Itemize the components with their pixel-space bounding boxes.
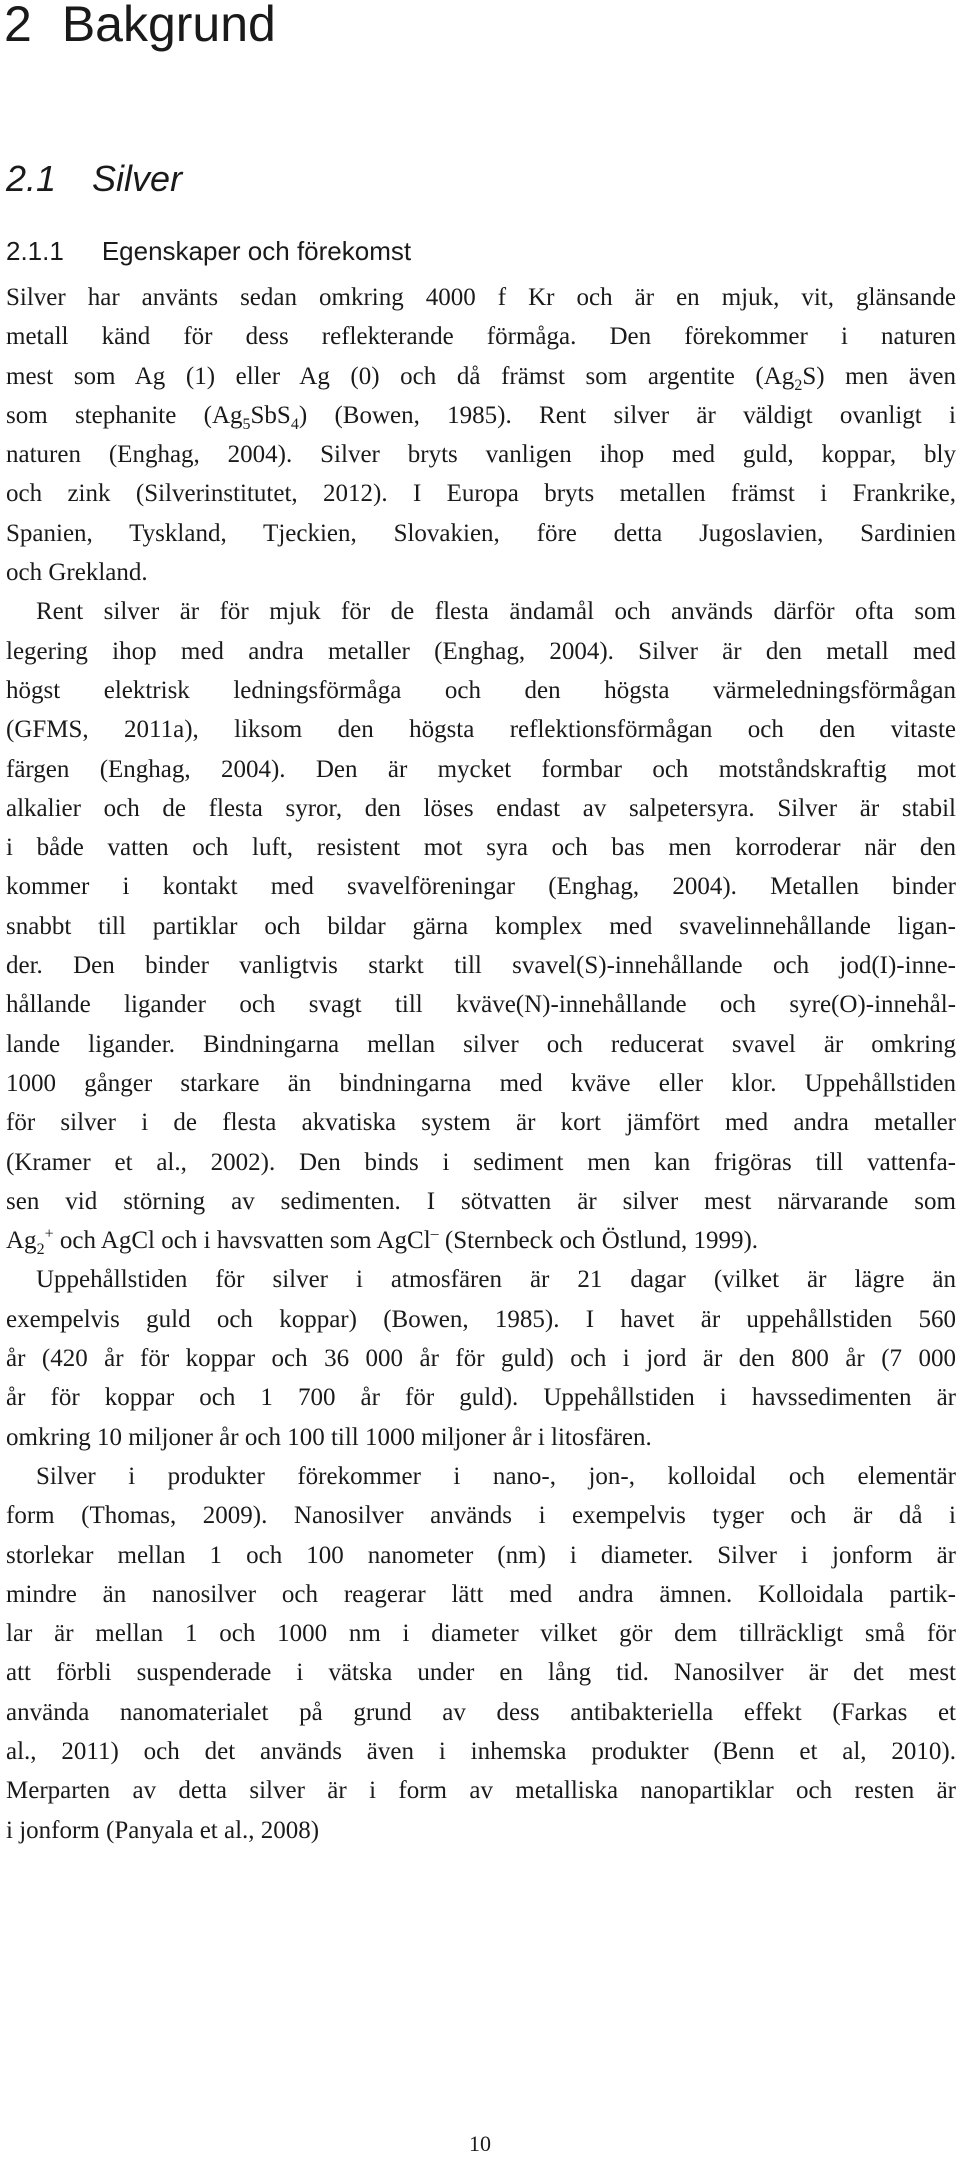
text-line: färgen (Enghag, 2004). Den är mycket formbar och motståndskraftig mot bbox=[6, 755, 956, 783]
text-line: exempelvis guld och koppar) (Bowen, 1985). I havet är uppehållstiden 560 bbox=[6, 1305, 956, 1333]
text-run: och AgCl och i havsvatten som AgCl bbox=[53, 1227, 431, 1255]
text-line: snabbt till partiklar och bildar gärna komplex med svavelinnehållande ligan- bbox=[6, 912, 956, 940]
text-line: och Grekland. bbox=[6, 559, 148, 587]
text-line: der. Den binder vanligtvis starkt till svavel(S)-innehållande och jod(I)-inne- bbox=[6, 952, 956, 980]
text-line: (GFMS, 2011a), liksom den högsta reflektionsförmågan och den vitaste bbox=[6, 716, 956, 744]
text-line: Silver har använts sedan omkring 4000 f Kr och är en mjuk, vit, glänsande bbox=[6, 284, 956, 311]
text-line: alkalier och de flesta syror, den löses endast av salpetersyra. Silver är stabil bbox=[6, 794, 956, 822]
text-run: SbS bbox=[250, 401, 291, 429]
superscript: + bbox=[44, 1225, 54, 1243]
subsection-title: Egenskaper och förekomst bbox=[101, 236, 412, 266]
text-line: använda nanomaterialet på grund av dess antibakteriella effekt (Farkas et bbox=[6, 1698, 956, 1726]
text-line: i jonform (Panyala et al., 2008) bbox=[6, 1816, 320, 1844]
subsection-number: 2.1.1 bbox=[6, 236, 64, 266]
text-line: naturen (Enghag, 2004). Silver bryts vanligen ihop med guld, koppar, bly bbox=[6, 441, 956, 469]
subscript: 2 bbox=[36, 1241, 45, 1259]
text-run: Ag bbox=[6, 1227, 37, 1255]
text-line: omkring 10 miljoner år och 100 till 1000 miljoner år i litosfären. bbox=[6, 1423, 652, 1451]
body-text bbox=[6, 278, 956, 1850]
text-line: i både vatten och luft, resistent mot syra och bas men korroderar när den bbox=[6, 834, 956, 862]
chapter-title: Bakgrund bbox=[61, 0, 276, 52]
page-number: 10 bbox=[469, 2131, 491, 2156]
paragraph bbox=[6, 1457, 956, 1850]
text-line: år för koppar och 1 700 år för guld). Uppehållstiden i havssedimenten är bbox=[6, 1384, 956, 1412]
chapter-number: 2 bbox=[4, 0, 32, 52]
superscript: – bbox=[430, 1225, 439, 1243]
text-line: sen vid störning av sedimenten. I sötvatten är silver mest närvarande som bbox=[6, 1187, 956, 1215]
text-line: kommer i kontakt med svavelföreningar (Enghag, 2004). Metallen binder bbox=[6, 873, 956, 901]
text-line: form (Thomas, 2009). Nanosilver används i exempelvis tyger och är då i bbox=[6, 1502, 956, 1530]
text-line: år (420 år för koppar och 36 000 år för guld) och i jord är den 800 år (7 000 bbox=[6, 1345, 956, 1373]
text-line: att förbli suspenderade i vätska under en lång tid. Nanosilver är det mest bbox=[6, 1659, 956, 1687]
text-run: (Sternbeck och Östlund, 1999). bbox=[438, 1227, 759, 1255]
text-line: högst elektrisk ledningsförmåga och den högsta värmeledningsförmågan bbox=[6, 676, 956, 704]
subscript: 4 bbox=[290, 415, 299, 433]
text-line: hållande ligander och svagt till kväve(N)-innehållande och syre(O)-innehål- bbox=[6, 991, 956, 1019]
subsection-heading bbox=[6, 234, 411, 268]
paragraph bbox=[6, 1260, 956, 1456]
text-line: för silver i de flesta akvatiska system är kort jämfört med andra metaller bbox=[6, 1109, 956, 1137]
text-line: storlekar mellan 1 och 100 nanometer (nm) i diameter. Silver i jonform är bbox=[6, 1541, 956, 1569]
text-line: mindre än nanosilver och reagerar lätt med andra ämnen. Kolloidala partik- bbox=[6, 1580, 956, 1608]
text-line bbox=[6, 396, 956, 435]
text-run: S) men även bbox=[802, 362, 956, 390]
section-heading bbox=[6, 157, 182, 201]
paragraph bbox=[6, 592, 956, 1260]
text-line: legering ihop med andra metaller (Enghag, 2004). Silver är den metall med bbox=[6, 637, 956, 665]
text-line: lande ligander. Bindningarna mellan silver och reducerat svavel är omkring bbox=[6, 1030, 956, 1058]
text-line: Spanien, Tyskland, Tjeckien, Slovakien, före detta Jugoslavien, Sardinien bbox=[6, 519, 956, 547]
subscript: 5 bbox=[242, 415, 251, 433]
text-line: metall känd för dess reflekterande förmåga. Den förekommer i naturen bbox=[6, 323, 956, 351]
section-title: Silver bbox=[92, 158, 183, 199]
text-line: Merparten av detta silver är i form av metalliska nanopartiklar och resten är bbox=[6, 1777, 956, 1805]
text-line: al., 2011) och det används även i inhemska produkter (Benn et al, 2010). bbox=[6, 1737, 956, 1765]
text-line bbox=[6, 1221, 956, 1260]
subscript: 2 bbox=[794, 376, 803, 394]
text-line bbox=[6, 357, 956, 396]
text-run: ) (Bowen, 1985). Rent silver är väldigt ovanligt i bbox=[298, 401, 956, 429]
text-line: och zink (Silverinstitutet, 2012). I Europa bryts metallen främst i Frankrike, bbox=[6, 480, 956, 508]
paragraph bbox=[6, 278, 956, 592]
text-run: som stephanite (Ag bbox=[6, 401, 243, 429]
chapter-heading bbox=[4, 0, 276, 54]
text-line: (Kramer et al., 2002). Den binds i sediment men kan frigöras till vattenfa- bbox=[6, 1148, 956, 1176]
text-line: Rent silver är för mjuk för de flesta ändamål och används därför ofta som bbox=[36, 598, 956, 626]
text-line: lar är mellan 1 och 1000 nm i diameter vilket gör dem tillräckligt små för bbox=[6, 1620, 956, 1648]
text-run: mest som Ag (1) eller Ag (0) och då främst som argentite (Ag bbox=[6, 362, 795, 390]
section-number: 2.1 bbox=[6, 158, 57, 199]
text-line: Silver i produkter förekommer i nano-, jon-, kolloidal och elementär bbox=[36, 1462, 956, 1490]
text-line: 1000 gånger starkare än bindningarna med kväve eller klor. Uppehållstiden bbox=[6, 1069, 956, 1097]
text-line: Uppehållstiden för silver i atmosfären är 21 dagar (vilket är lägre än bbox=[36, 1266, 956, 1294]
